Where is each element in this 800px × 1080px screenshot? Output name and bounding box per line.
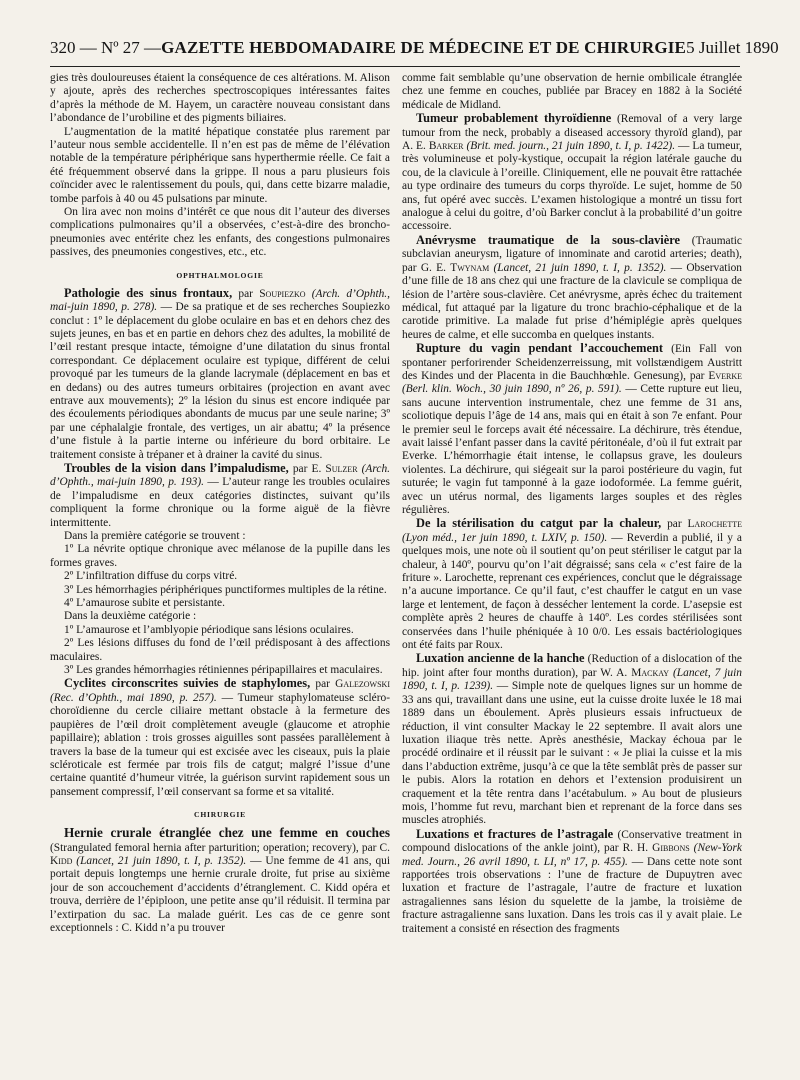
article-author: Twynam	[450, 261, 490, 274]
article-body: — Dans cette note sont rapportées trois observations : l’une de fracture de Dupuytren avec luxation et fracture de l’astragale, l’autre de fracture et luxation astragaliennes sans lésion du squelette de la jambe, la troisième de fracture astragalienne sans luxation. Dans les trois cas il y avait plaie. Le traitement a consisté en résection des fragments	[402, 855, 742, 935]
article-title: Pathologie des sinus frontaux,	[64, 285, 233, 300]
list-line: 1º La névrite optique chronique avec mélanose de la pupille dans les formes graves.	[50, 543, 390, 569]
article-reference: (Lancet, 7 juin 1890, t. I, p. 1239).	[402, 666, 742, 693]
article-body: — Simple note de quelques lignes sur un homme de 33 ans qui, travaillant dans une usine, eut la cuisse droite luxée le 18 mai 1889 dans un éboulement. Après plusieurs essais infructueux de réduction, il vint consulter Mackay le 22 septembre. Il avait alors une luxation iliaque très nette. Après anesthésie, Mackay échoua par le procédé ordinaire et il réussit par le suivant : « Je pliai la cuisse et la mis dans l’abduction extrême, jusqu’à ce que la tête semblât près de passer sur le pubis. Alors la rotation en dehors et l’extension produisirent un craquement et la tête rentra dans l’acétabulum. » Au bout de plusieurs mois, l’homme fut revu, marchant bien et reprenant de la force dans ses muscles atrophiés.	[402, 680, 742, 827]
right-column	[402, 72, 742, 1072]
article-reference: (Lancet, 21 juin 1890, t. I, p. 1352).	[489, 261, 667, 274]
article-body: — Cette rupture eut lieu, sans aucune intervention instrumentale, chez une femme de 31 ans, scoliotique depuis l’âge de 14 ans, mais qui en était à son 7e enfant. Pour le premier seul le forceps avait été nécessaire. La déchirure, très étendue, avait laissé l’enfant passer dans la cavité péritonéale, d’où il fut extrait par Everke. L’hémorrhagie était intense, le collapsus grave, les douleurs violentes. La déchirure, qui siégeait sur la paroi postérieure du vagin, fut suturée; le vagin fut tamponné à la gaze iodoformée. La femme guérit, avec un utérus normal, des ligaments larges souples et des règles régulières.	[402, 383, 742, 516]
article-author: Mackay	[631, 666, 670, 679]
article-body: — Tumeur staphylomateuse scléro-choroïdienne du cercle ciliaire mettant obstacle à la fermeture des paupières de l’œil droit complètement aveugle (glaucome et atrophie papillaire); ablation : trois grosses aiguilles sont passées parallèlement à travers la base de la tumeur qui est excisée avec les ciseaux, puis la plaie scléroticale est fermée par trois fils de catgut; malgré l’issue d’une certaine quantité d’humeur vitrée, la guérison survint rapidement sous un pansement compressif, l’œil conservant sa forme et sa vitalité.	[50, 691, 390, 798]
article-reference: (Berl. klin. Woch., 30 juin 1890, nº 26, p. 591).	[402, 383, 622, 396]
article-body: — Reverdin a publié, il y a quelques mois, une note où il soutient qu’on peut stériliser le catgut par la chaleur, à 140º, pourvu qu’on l’ait dégraissé; sans cela « c’est faire de la friture ». Larochette, reprenant ces expériences, conclut que le dégraissage n’a aucune importance. Ce qu’il faut, c’est chauffer le catgut en un vase large et lentement, de façon à dessécher lentement la corde. L’asepsie est complète après 2 heures de chauffe à 140º. Les cordes stérilisées sont conservées dans l’huile phéniquée à 10 0/0. Les essais bactériologiques ont été faits par Roux.	[402, 531, 742, 652]
article-luxation-hanche: Luxation ancienne de la hanche (Reduction of a dislocation of the hip. joint after four months duration), par W. A. Mackay (Lancet, 7 juin 1890, t. I, p. 1239). — Simple note de quelques lignes sur un homme de 33 ans qui, travaillant dans une usine, eut la cuisse droite luxée le 18 mai 1889 dans un éboulement. Après plusieurs essais infructueux de réduction, il vint consulter Mackay le 22 septembre. Il avait alors une luxation iliaque très nette. Après anesthésie, Mackay échoua par le procédé ordinaire et il réussit par le suivant : « Je pliai la cuisse et la mis dans l’abduction extrême, jusqu’à ce que la tête semblât près de passer sur le pubis. Alors la rotation en dehors et l’extension produisirent un craquement et la tête rentra dans l’acétabulum. » Au bout de plusieurs mois, l’homme fut revu, marchant bien et reprenant de la force dans ses muscles atrophiés.	[402, 651, 742, 827]
article-reference: (Arch. d’Ophth., mai-juin 1890, p. 278).	[50, 287, 390, 314]
article-author: Soupiezko	[259, 287, 306, 300]
list-line: Dans la première catégorie se trouvent :	[64, 530, 246, 542]
article-anevrysme: Anévrysme traumatique de la sous-clavière (Traumatic subclavian aneurysm, ligature of innominate and carotid arteries; death), par G. E. Twynam (Lancet, 21 juin 1890, t. I, p. 1352). — Observation d’une fille de 18 ans chez qui une fracture de la clavicule se compliqua de lésion de l’artère sous-clavière. Cet anévrysme, après échec du traitement médical, fut attaqué par la ligature du tronc brachio-céphalique et de la carotide primitive. La malade fut prise d’hémiplégie après quelques heures de calme, et elle succomba en quelques instants.	[402, 232, 742, 341]
article-reference: (Lyon méd., 1er juin 1890, t. LXIV, p. 150).	[402, 531, 608, 544]
header-rule	[50, 66, 740, 67]
list-line: 1º L’amaurose et l’amblyopie périodique sans lésions oculaires.	[64, 623, 354, 636]
article-author: Gibbons	[652, 842, 690, 855]
list-line: Dans la deuxième catégorie :	[64, 610, 197, 623]
article-impaludisme: Troubles de la vision dans l’impaludisme, par E. Sulzer (Arch. d’Ophth., mai-juin 1890, p. 193). — L’auteur range les troubles oculaires de l’impaludisme en deux catégories distinctes, suivant qu’ils compliquent la forme chronique ou la forme aiguë de la fièvre intermittente.	[50, 460, 390, 529]
journal-title: GAZETTE HEBDOMADAIRE DE MÉDECINE ET DE CHIRURGIE	[161, 38, 687, 57]
article-title: Anévrysme traumatique de la sous-clavière	[416, 232, 681, 247]
article-reference: (Rec. d’Ophth., mai 1890, p. 257).	[50, 691, 217, 704]
article-sterilisation-catgut: De la stérilisation du catgut par la chaleur, par Larochette (Lyon méd., 1er juin 1890, t. LXIV, p. 150). — Reverdin a publié, il y a quelques mois, une note où il soutient qu’on peut stériliser le catgut par la chaleur, à 140º, pourvu qu’on l’ait dégraissé; sans cela « c’est faire de la friture ». Larochette, reprenant ces expériences, conclut que le dégraissage n’a aucune importance. Ce qu’il faut, c’est chauffer le catgut en un vase large et lentement, de façon à dessécher lentement la corde. L’asepsie est complète après 2 heures de chauffe à 140º. Les cordes stérilisées sont conservées dans l’huile phéniquée à 10 0/0. Les essais bactériologiques ont été faits par Roux.	[402, 516, 742, 652]
list-line: 3º Les hémorrhagies périphériques punctiformes multiples de la rétine.	[64, 583, 387, 596]
article-title: De la stérilisation du catgut par la chaleur,	[416, 516, 662, 531]
article-reference: (Lancet, 21 juin 1890, t. I, p. 1352).	[72, 854, 247, 867]
article-body: — Observation d’une fille de 18 ans chez qui une fracture de la clavicule se compliqua de lésion de l’artère sous-clavière. Cet anévrysme, après échec du traitement médical, fut attaqué par la ligature du tronc brachio-céphalique et de la carotide primitive. La malade fut prise d’hémiplégie après quelques heures de calme, et elle succomba en quelques instants.	[402, 261, 742, 341]
list-line: 4º L’amaurose subite et persistante.	[64, 597, 225, 610]
article-reference: (Arch. d’Ophth., mai-juin 1890, p. 193).	[50, 462, 390, 489]
article-body: — L’auteur range les troubles oculaires de l’impaludisme en deux catégories distinctes, suivant qu’ils compliquent la forme chronique ou la forme aiguë de la fièvre intermittente.	[50, 476, 390, 529]
article-author: Barker	[428, 140, 464, 153]
section-heading-chirurgie: CHIRURGIE	[194, 810, 246, 820]
article-author: Kidd	[50, 854, 73, 867]
article-title: Tumeur probablement thyroïdienne	[416, 111, 612, 126]
article-reference: (Brit. med. journ., 21 juin 1890, t. I, p. 1422).	[463, 140, 676, 153]
page-number: 320 — Nº 27 —	[50, 38, 162, 57]
paragraph: comme fait semblable qu’une observation de hernie ombilicale étranglée chez une femme en couches, publiée par Bracey en 1882 à la Société médicale de Midland.	[402, 72, 742, 111]
article-rupture-vagin: Rupture du vagin pendant l’accouchement (Ein Fall von spontaner perforirender Scheidenzerreissung, mit vollstændigem Austritt des Kindes und der Placenta in die Bauchhœhle. Genesung), par Everke (Berl. klin. Woch., 30 juin 1890, nº 26, p. 591). — Cette rupture eut lieu, sans aucune intervention instrumentale, chez une femme de 31 ans, scoliotique depuis l’âge de 14 ans, mais qui en était à son 7e enfant. Pour le premier seul le forceps avait été nécessaire. La déchirure, très étendue, avait laissé l’enfant passer dans la cavité péritonéale, d’où il fut extrait par Everke. L’hémorrhagie était intense, le collapsus grave, les douleurs violentes. La déchirure, qui siégeait sur la paroi postérieure du vagin, fut suturée; le vagin fut tamponné à la gaze iodoformée. La femme guérit, avec un utérus normal, des ligaments larges souples et des règles régulières.	[402, 341, 742, 516]
section-heading-ophthalmologie: OPHTHALMOLOGIE	[176, 270, 264, 280]
left-column	[50, 72, 390, 1072]
article-body: — Une femme de 41 ans, qui portait depuis longtemps une hernie crurale droite, fut prise au sixième jour de son accouchement d’accidents d’étranglement. C. Kidd opéra et trouva, derrière de l’épiploon, une petite anse qu’il réduisit. Il termina par l’extirpation du sac. La malade guérit. Les cas de ce genre sont exceptionnels : C. Kidd n’a pu trouver	[50, 854, 390, 934]
article-sinus-frontaux: Pathologie des sinus frontaux, par Soupiezko (Arch. d’Ophth., mai-juin 1890, p. 278). — De sa pratique et de ses recherches Soupiezko conclut : 1º le déplacement du globe oculaire en bas et en dehors chez des sujets jeunes, en bas et en partie en dehors chez des adultes, la mobilité de l’œil restant presque intacte, témoigne d’une dilatation du sinus frontal correspondant. Ce déplacement oculaire est typique, différent de celui provoqué par les tumeurs de la glande lacrymale (déplacement en bas et en dedans) ou des autres tumeurs orbitaires (projection en avant avec entrave aux mouvements); 2º la lésion du sinus est encore indiquée par des écoulements périodiques abondants de mucus par une seule narine; 3º par une céphalalgie frontale, des vertiges, un air abattu; 4º la présence d’une fistule à la partie interne ou inférieure du bord orbitaire. Le traitement consiste à trépaner et à drainer la cavité du sinus.	[50, 285, 390, 461]
article-author: Sulzer	[325, 462, 358, 475]
page-header	[50, 38, 779, 62]
article-astragale: Luxations et fractures de l’astragale (Conservative treatment in compound dislocations of the ankle joint), par R. H. Gibbons (New-York med. Journ., 26 avril 1890, t. LI, nº 17, p. 455). — Dans cette note sont rapportées trois observations : l’une de fracture de Dupuytren avec luxation et fracture de l’astragale, l’autre de fracture et luxation astragaliennes sans lésion du squelette de la jambe, la troisième de fracture astragalienne sans luxation. Dans les trois cas il y avait plaie. Le traitement a consisté en résection des fragments	[402, 826, 742, 935]
list-line: 3º Les grandes hémorrhagies rétiniennes péripapillaires et maculaires.	[64, 664, 383, 677]
issue-date: 5 Juillet 1890	[686, 38, 779, 57]
article-tumeur-thyroidienne: Tumeur probablement thyroïdienne (Removal of a very large tumour from the neck, probably a diseased accessory thyroïd gland), par A. E. Barker (Brit. med. journ., 21 juin 1890, t. I, p. 1422). — La tumeur, très volumineuse et poly-kystique, occupait la région latérale gauche du cou, de la clavicule à l’oreille. Cliniquement, elle ne pouvait être rattachée au type ordinaire des tumeurs du corps thyroïde. Le sujet, homme de 50 ans, fut opéré avec succès. L’examen histologique a montré un tissu fort analogue à celui du goitre, d’où Barker conclut à la probabilité d’un goitre accessoire.	[402, 111, 742, 233]
article-title: Rupture du vagin pendant l’accouchement	[416, 341, 663, 356]
article-author: Galezowski	[335, 678, 390, 691]
article-title: Troubles de la vision dans l’impaludisme,	[64, 460, 289, 475]
article-cyclites: Cyclites circonscrites suivies de staphylomes, par Galezowski (Rec. d’Ophth., mai 1890, p. 257). — Tumeur staphylomateuse scléro-choroïdienne du cercle ciliaire mettant obstacle à la fermeture des paupières de l’œil droit complètement aveugle (glaucome et atrophie papillaire); ablation : trois grosses aiguilles sont passées parallèlement à travers la base de la tumeur qui est excisée avec les ciseaux, puis la plaie scléroticale est fermée par trois fils de catgut; malgré l’issue d’une certaine quantité d’humeur vitrée, la guérison survint rapidement sous un pansement compressif, l’œil conservant sa forme et sa vitalité.	[50, 676, 390, 798]
paragraph: L’augmentation de la matité hépatique constatée plus rarement par l’auteur nous semble accidentelle. Il n’en est pas de même de l’élévation notable de la température périphérique sans hyperthermie réelle. Ce fait a été fréquemment observé dans la grippe. Il nous a paru plusieurs fois coïncider avec le ralentissement du pouls, qui, dans cette bizarre maladie, tombe parfois à 40 ou 45 pulsations par minute.	[50, 125, 390, 205]
list-line: 2º Les lésions diffuses du fond de l’œil prédisposant à des affections maculaires.	[50, 637, 390, 663]
paragraph: On lira avec non moins d’intérêt ce que nous dit l’auteur des diverses complications pulmonaires qu’il a observées, c’est-à-dire des broncho-pneumonies avec entérite chez les enfants, des congestions pulmonaires passives, des pneumonies congestives, etc., etc.	[50, 206, 390, 259]
article-author: Everke	[708, 369, 742, 382]
article-body: — De sa pratique et de ses recherches Soupiezko conclut : 1º le déplacement du globe oculaire en bas et en dehors chez des sujets jeunes, en bas et en partie en dehors chez des adultes, la mobilité de l’œil restant presque intacte, témoigne d’une dilatation du sinus frontal correspondant. Ce déplacement oculaire est typique, différent de celui provoqué par les tumeurs de la glande lacrymale (déplacement en bas et en dedans) ou des autres tumeurs orbitaires (projection en avant avec entrave aux mouvements); 2º la lésion du sinus est encore indiquée par des écoulements périodiques abondants de mucus par une seule narine; 3º par une céphalalgie frontale, des vertiges, un air abattu; 4º la présence d’une fistule à la partie interne ou inférieure du bord orbitaire. Le traitement consiste à trépaner et à drainer la cavité du sinus.	[50, 301, 390, 461]
paragraph: gies très douloureuses étaient la conséquence de ces altérations. M. Alison y ajoute, après des recherches spectroscopiques intéressantes faites d’après la méthode de M. Hayem, un caractère nouveau consistant dans l’abondance de l’urobiline et des pigments biliaires.	[50, 72, 390, 125]
article-title: Cyclites circonscrites suivies de staphylomes,	[64, 676, 311, 691]
article-title: Hernie crurale étranglée chez une femme en couches	[64, 825, 390, 841]
article-reference: (New-York med. Journ., 26 avril 1890, t. LI, nº 17, p. 455).	[402, 842, 742, 868]
article-hernie-crurale: Hernie crurale étranglée chez une femme en couches (Strangulated femoral hernia after parturition; operation; recovery), par C. Kidd (Lancet, 21 juin 1890, t. I, p. 1352). — Une femme de 41 ans, qui portait depuis longtemps une hernie crurale droite, fut prise au sixième jour de son accouchement d’accidents d’étranglement. C. Kidd opéra et trouva, derrière de l’épiploon, une petite anse qu’il réduisit. Il termina par l’extirpation du sac. La malade guérit. Les cas de ce genre sont exceptionnels : C. Kidd n’a pu trouver	[50, 825, 390, 934]
article-title: Luxations et fractures de l’astragale	[416, 826, 614, 841]
text-columns	[50, 72, 742, 1072]
article-body: — La tumeur, très volumineuse et poly-kystique, occupait la région latérale gauche du cou, de la clavicule à l’oreille. Cliniquement, elle ne pouvait être rattachée au type ordinaire des tumeurs du corps thyroïde. Le sujet, homme de 50 ans, fut opéré avec succès. L’examen histologique a montré un tissu fort analogue à celui du goitre, d’où Barker conclut à la probabilité d’un goitre accessoire.	[402, 140, 742, 233]
article-title: Luxation ancienne de la hanche	[416, 651, 585, 666]
article-author: Larochette	[687, 518, 742, 531]
list-line: 2º L’infiltration diffuse du corps vitré.	[64, 570, 238, 583]
